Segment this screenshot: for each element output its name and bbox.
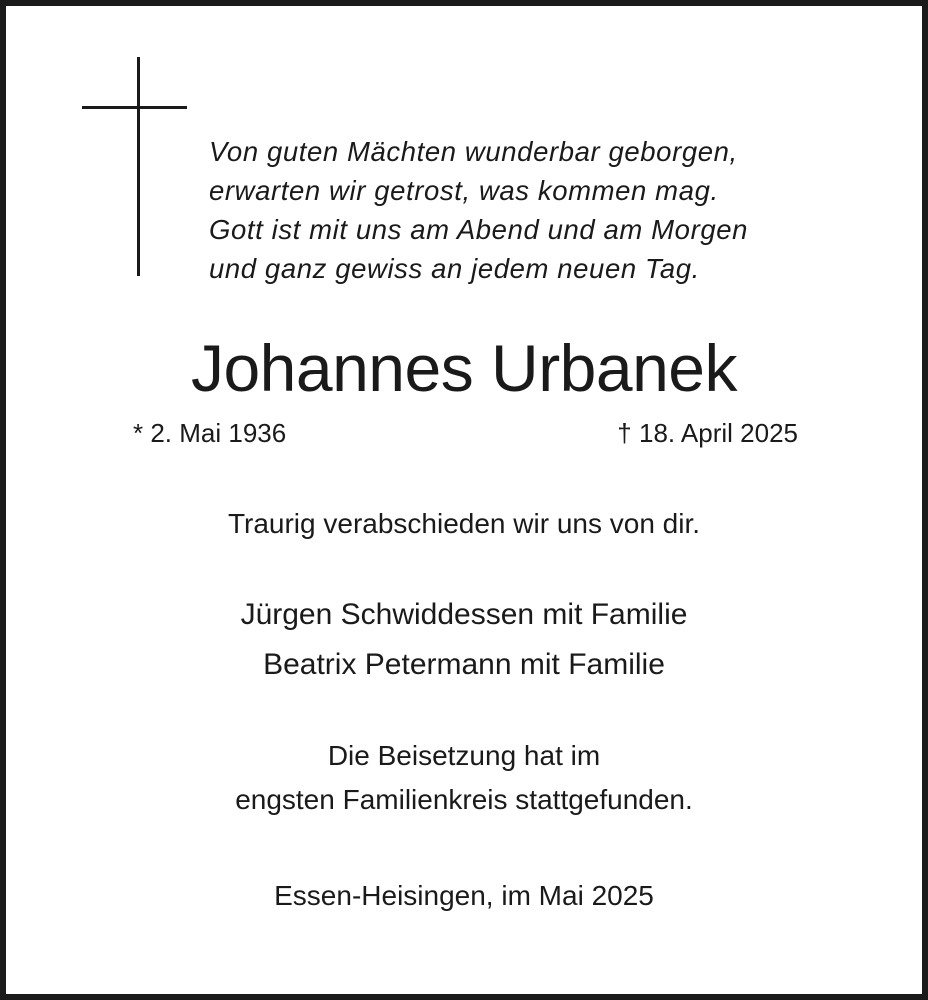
birth-date: * 2. Mai 1936	[133, 418, 287, 448]
mourner-entry: Jürgen Schwiddessen mit Familie	[240, 598, 688, 631]
farewell-text: Traurig verabschieden wir uns von dir.	[227, 508, 701, 539]
death-date: † 18. April 2025	[617, 418, 798, 448]
verse-line: Von guten Mächten wunderbar geborgen,	[209, 136, 738, 167]
cross-icon-horizontal-bar	[82, 106, 187, 109]
cross-icon-vertical-bar	[137, 57, 140, 276]
place-and-date: Essen-Heisingen, im Mai 2025	[274, 880, 654, 911]
mourner-entry: Beatrix Petermann mit Familie	[263, 648, 665, 681]
verse-line: erwarten wir getrost, was kommen mag.	[209, 175, 719, 206]
burial-note-line: Die Beisetzung hat im	[327, 740, 601, 771]
deceased-name: Johannes Urbanek	[190, 331, 738, 405]
memorial-verse	[209, 132, 849, 288]
burial-note	[6, 734, 922, 822]
verse-line: und ganz gewiss an jedem neuen Tag.	[209, 253, 700, 284]
verse-line: Gott ist mit uns am Abend und am Morgen	[209, 214, 749, 245]
burial-note-line: engsten Familienkreis stattgefunden.	[235, 784, 693, 815]
mourners-list	[6, 590, 922, 690]
